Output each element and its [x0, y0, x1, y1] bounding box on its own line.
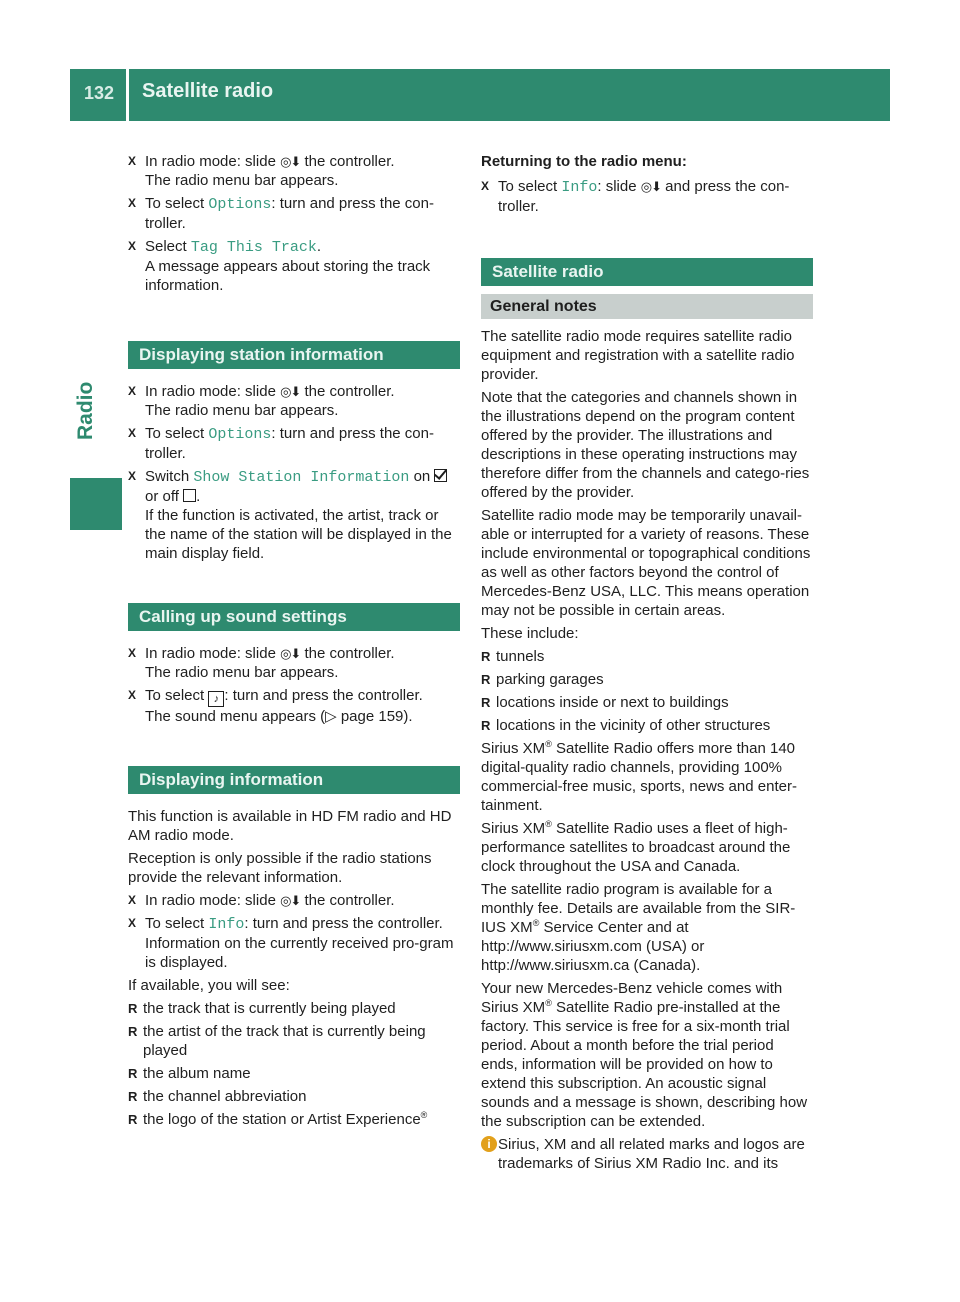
bullet-icon: R — [481, 718, 491, 733]
list-item: R locations inside or next to buildings — [481, 694, 729, 711]
side-tab-block — [70, 478, 122, 530]
controller-slide-down-icon: ◎⬇ — [280, 646, 301, 661]
list-item: R parking garages — [481, 671, 604, 688]
section-title: Satellite radio — [481, 258, 813, 286]
list-item: R the channel abbreviation — [128, 1088, 307, 1105]
section-title: Calling up sound settings — [128, 603, 460, 631]
step-item: X In radio mode: slide ◎⬇ the controller. — [128, 892, 395, 909]
controller-slide-down-icon: ◎⬇ — [280, 154, 301, 169]
step-arrow-icon: X — [128, 469, 137, 483]
registered-mark: ® — [532, 918, 540, 928]
step-item: X To select Options: turn and press the con-troller. — [128, 425, 434, 462]
controller-slide-down-icon: ◎⬇ — [280, 384, 301, 399]
step-arrow-icon: X — [128, 916, 137, 930]
step-result: A message appears about storing the track information. — [145, 258, 431, 294]
page-ref-arrow-icon: ▷ — [325, 708, 337, 725]
step-item: X To select Options: turn and press the con-troller. — [128, 195, 434, 232]
step-item: X To select Info: slide ◎⬇ and press the con-troller. — [481, 178, 790, 215]
step-arrow-icon: X — [481, 179, 490, 193]
side-tab-label: Radio — [74, 381, 97, 440]
list-item: R the album name — [128, 1065, 251, 1082]
section-title: Displaying information — [128, 766, 460, 794]
controller-slide-down-icon: ◎⬇ — [640, 179, 661, 194]
step-arrow-icon: X — [128, 239, 137, 253]
sound-settings-icon: ♪ — [208, 691, 224, 707]
paragraph: The satellite radio mode requires satellite radio equipment and registration with a satellite radio provider. — [481, 328, 795, 383]
menu-item-show-station-information: Show Station Information — [193, 469, 410, 486]
bullet-icon: R — [128, 1024, 138, 1039]
paragraph: These include: — [481, 625, 579, 642]
list-item: R the logo of the station or Artist Experience® — [128, 1110, 428, 1128]
step-item: X In radio mode: slide ◎⬇ the controller. The radio menu bar appears. — [128, 153, 395, 189]
registered-mark: ® — [420, 1110, 428, 1120]
paragraph: Note that the categories and channels shown in the illustrations depend on the program content offered by the provider. The illustrations and descriptions in these operating instructions may therefore differ from the channels and catego-ries offered by the provider. — [481, 389, 810, 501]
right-column — [481, 152, 813, 1173]
step-item: X In radio mode: slide ◎⬇ the controller. The radio menu bar appears. — [128, 383, 395, 419]
subsection-title: General notes — [481, 294, 813, 319]
paragraph: Satellite radio mode may be temporarily unavail-able or interrupted for a variety of reasons. These include environmental or topographical conditions as well as other factors beyond the control of Mercedes-Benz USA, LLC. This means operation may not be possible in certain areas. — [481, 507, 811, 619]
paragraph: Reception is only possible if the radio stations provide the relevant information. — [128, 850, 432, 886]
bullet-icon: R — [481, 649, 491, 664]
page-ref-link[interactable]: page 159). — [336, 708, 413, 725]
paragraph: Sirius XM® Satellite Radio offers more than 140 digital-quality radio channels, providing 100% commercial-free music, sports, news and enter-tainment. — [481, 739, 797, 814]
paragraph: If available, you will see: — [128, 977, 290, 994]
checkbox-unchecked-icon — [183, 489, 196, 502]
paragraph: This function is available in HD FM radio and HD AM radio mode. — [128, 808, 452, 844]
bullet-icon: R — [128, 1001, 138, 1016]
step-result: The radio menu bar appears. — [145, 172, 339, 189]
bullet-icon: R — [128, 1066, 138, 1081]
step-arrow-icon: X — [128, 646, 137, 660]
menu-item-tag-this-track: Tag This Track — [190, 239, 317, 256]
controller-slide-down-icon: ◎⬇ — [280, 893, 301, 908]
registered-mark: ® — [545, 819, 552, 829]
step-item: X To select ♪ : turn and press the controller. The sound menu appears (▷ page 159). — [128, 687, 423, 725]
menu-item-options: Options — [208, 426, 272, 443]
paragraph: Sirius XM® Satellite Radio uses a fleet of high-performance satellites to broadcast around the clock throughout the USA and Canada. — [481, 819, 791, 875]
subheading: Returning to the radio menu: — [481, 153, 687, 170]
step-item: X To select Info: turn and press the controller. Information on the currently received pro-gram is displayed. — [128, 915, 454, 971]
menu-item-info: Info — [561, 179, 598, 196]
chapter-title: Satellite radio — [142, 80, 274, 102]
step-item: X Switch Show Station Information on or off . If the function is activated, the artist, track or the name of the station will be displayed in the main display field. — [128, 468, 452, 562]
bullet-icon: R — [128, 1089, 138, 1104]
bullet-icon: R — [481, 695, 491, 710]
paragraph: The satellite radio program is available for a monthly fee. Details are available from the SIR-IUS XM® Service Center and at http://www.siriusxm.com (USA) or http://www.siriusxm.ca (Canada). — [481, 881, 796, 974]
list-item: R tunnels — [481, 648, 545, 665]
page-header — [70, 69, 890, 121]
list-item: R the artist of the track that is currently being played — [128, 1023, 426, 1059]
step-arrow-icon: X — [128, 893, 137, 907]
header-divider — [126, 69, 129, 121]
paragraph: Your new Mercedes-Benz vehicle comes with Sirius XM® Satellite Radio pre-installed at the factory. This service is free for a six-month trial period. About a month before the trial period ends, information will be provided on how to extend this subscription. An acoustic signal sounds and a message is shown, describing how the subscription can be extended. — [481, 980, 808, 1130]
checkbox-checked-icon — [434, 469, 447, 482]
menu-item-options: Options — [208, 196, 272, 213]
list-item: R locations in the vicinity of other structures — [481, 717, 771, 734]
section-title: Displaying station information — [128, 341, 460, 369]
left-column — [128, 152, 460, 1133]
step-arrow-icon: X — [128, 154, 137, 168]
step-item: X Select Tag This Track. A message appears about storing the track information. — [128, 238, 431, 294]
page-number: 132 — [84, 83, 115, 103]
menu-item-info: Info — [208, 916, 245, 933]
info-note: i Sirius, XM and all related marks and logos are trademarks of Sirius XM Radio Inc. and its — [481, 1135, 813, 1173]
step-arrow-icon: X — [128, 688, 137, 702]
step-item: X In radio mode: slide ◎⬇ the controller. The radio menu bar appears. — [128, 645, 395, 681]
step-arrow-icon: X — [128, 384, 137, 398]
step-arrow-icon: X — [128, 426, 137, 440]
registered-mark: ® — [545, 998, 552, 1008]
info-icon: i — [481, 1136, 497, 1152]
registered-mark: ® — [545, 739, 552, 749]
step-arrow-icon: X — [128, 196, 137, 210]
list-item: R the track that is currently being played — [128, 1000, 396, 1017]
bullet-icon: R — [481, 672, 491, 687]
bullet-icon: R — [128, 1112, 138, 1127]
